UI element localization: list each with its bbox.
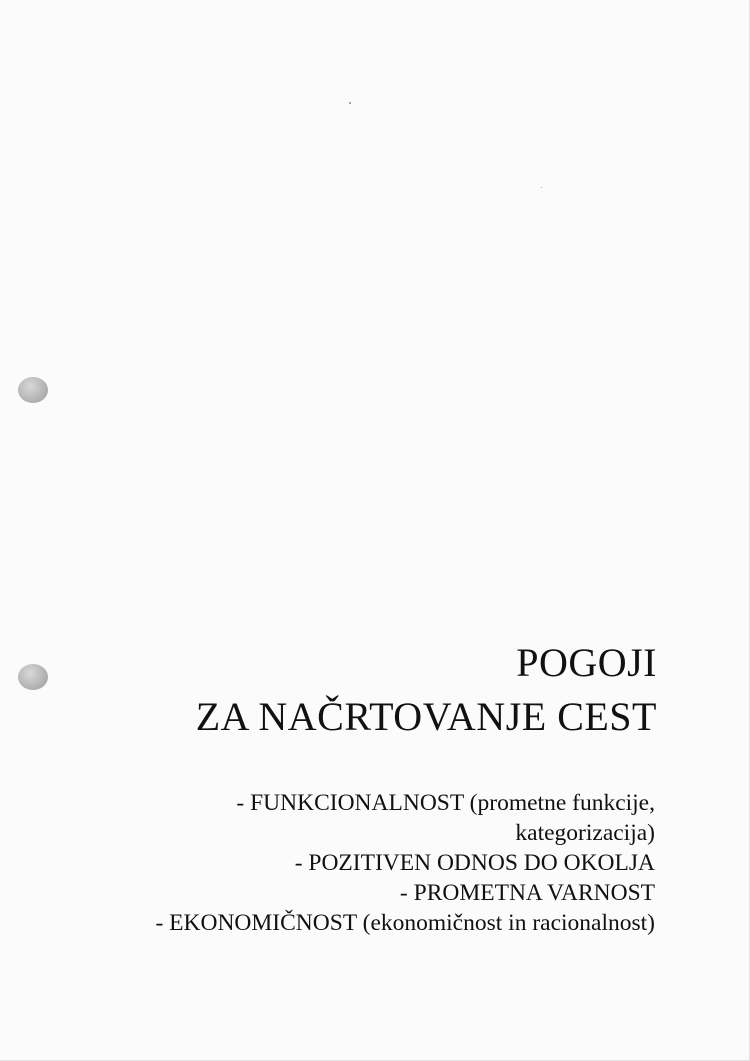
document-title: [196, 636, 657, 744]
condition-line: kategorizacija): [515, 820, 655, 846]
condition-line: - FUNKCIONALNOST (prometne funkcije,: [236, 790, 655, 816]
punch-hole: [18, 664, 48, 690]
title-line-2: ZA NAČRTOVANJE CEST: [195, 694, 657, 739]
condition-line: - EKONOMIČNOST (ekonomičnost in racionalnost): [155, 910, 655, 936]
condition-line: - PROMETNA VARNOST: [399, 880, 655, 906]
condition-line: - POZITIVEN ODNOS DO OKOLJA: [294, 850, 655, 876]
scan-speck: [349, 102, 351, 104]
conditions-list: [155, 788, 655, 938]
scan-speck: [541, 187, 542, 188]
title-line-1: POGOJI: [516, 640, 657, 685]
punch-hole: [18, 377, 48, 403]
